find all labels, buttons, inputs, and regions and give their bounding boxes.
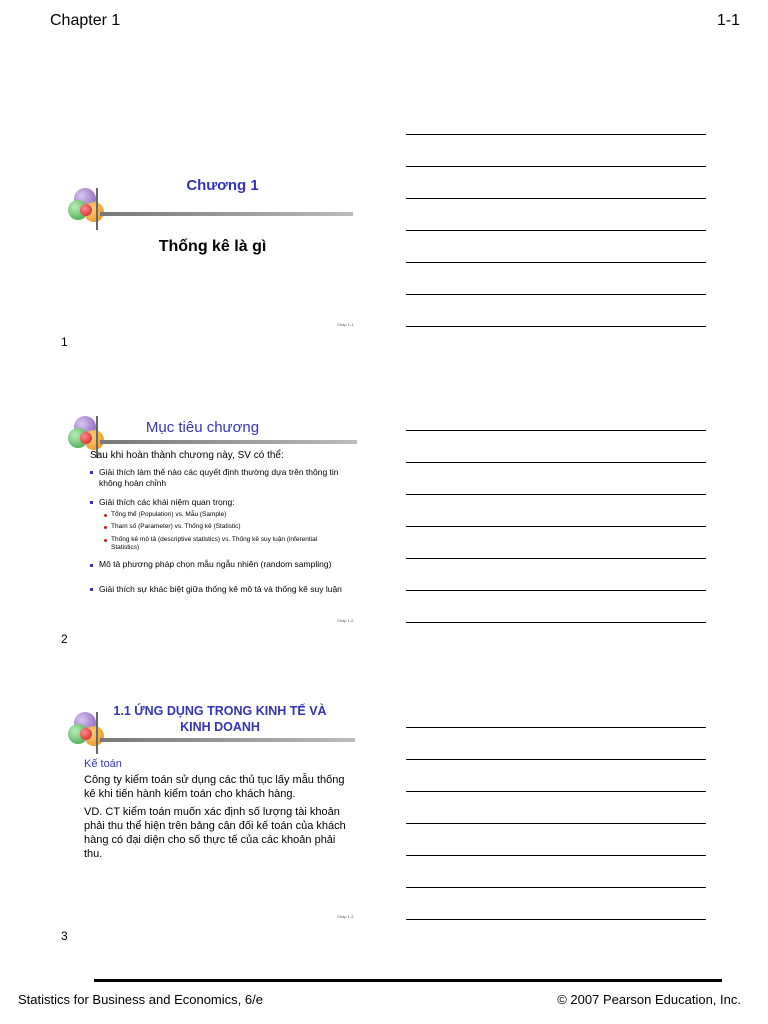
footer-rule	[94, 979, 722, 982]
slide-number: 3	[61, 929, 68, 943]
note-line	[406, 294, 706, 295]
title-rule	[100, 440, 357, 444]
footer-copyright: © 2007 Pearson Education, Inc.	[557, 992, 741, 1007]
note-line	[406, 134, 706, 135]
note-line	[406, 430, 706, 431]
slide-logo-icon	[68, 188, 110, 230]
note-line	[406, 823, 706, 824]
note-line	[406, 166, 706, 167]
paragraph: VD. CT kiểm toán muốn xác định số lượng tài khoản phải thu thể hiện trên bảng cân đối kế toán của khách hàng có đại diện cho số thực tế của các khoản phải thu.	[84, 806, 346, 860]
slide-footer-label: Chap 1-1	[337, 322, 354, 327]
note-line	[406, 759, 706, 760]
slide-number: 1	[61, 335, 68, 349]
footer-left-text: Statistics for Business and Economics, 6/e	[18, 992, 263, 1007]
sub-list-item: Thống kê mô tả (descriptive statistics) vs. Thống kê suy luận (inferential Statistics)	[111, 536, 341, 552]
note-line	[406, 791, 706, 792]
slide-title: Chương 1	[186, 177, 259, 194]
note-line	[406, 855, 706, 856]
note-line	[406, 590, 706, 591]
list-item: Giải thích sự khác biệt giữa thống kê mô tả và thống kê suy luận	[99, 584, 349, 595]
section-heading: Kế toán	[84, 758, 122, 770]
slide-intro: Sau khi hoàn thành chương này, SV có thể:	[90, 450, 284, 461]
note-line	[406, 727, 706, 728]
slide-number: 2	[61, 632, 68, 646]
slide-subtitle: Thống kê là gì	[158, 238, 267, 255]
paragraph: Công ty kiểm toán sử dụng các thủ tục lấy mẫu thống kê khi tiến hành kiểm toán cho khách hàng.	[84, 774, 345, 800]
note-line	[406, 198, 706, 199]
sub-list-item: Tổng thể (Population) vs. Mẫu (Sample)	[111, 511, 341, 519]
list-item: Giải thích làm thế nào các quyết định thường dựa trên thông tin không hoàn chỉnh	[99, 467, 349, 489]
note-line	[406, 494, 706, 495]
note-line	[406, 558, 706, 559]
list-item: Giải thích các khái niệm quan trọng:	[99, 497, 349, 508]
title-rule	[100, 212, 353, 216]
slide-title: 1.1 ỨNG DỤNG TRONG KINH TẾ VÀ KINH DOANH	[113, 704, 327, 734]
note-line	[406, 462, 706, 463]
page-number: 1-1	[716, 12, 740, 29]
slide-footer-label: Chap 1-3	[337, 914, 354, 919]
note-line	[406, 262, 706, 263]
note-line	[406, 526, 706, 527]
note-line	[406, 230, 706, 231]
note-line	[406, 887, 706, 888]
chapter-header: Chapter 1	[50, 12, 121, 29]
list-item: Mô tả phương pháp chọn mẫu ngẫu nhiên (random sampling)	[99, 560, 349, 569]
note-line	[406, 622, 706, 623]
slide-footer-label: Chap 1-2	[337, 618, 354, 623]
slide-title: Mục tiêu chương	[145, 419, 260, 436]
note-line	[406, 919, 706, 920]
title-rule	[100, 738, 355, 742]
sub-list-item: Tham số (Parameter) vs. Thống kê (Statistic)	[111, 523, 341, 531]
note-line	[406, 326, 706, 327]
